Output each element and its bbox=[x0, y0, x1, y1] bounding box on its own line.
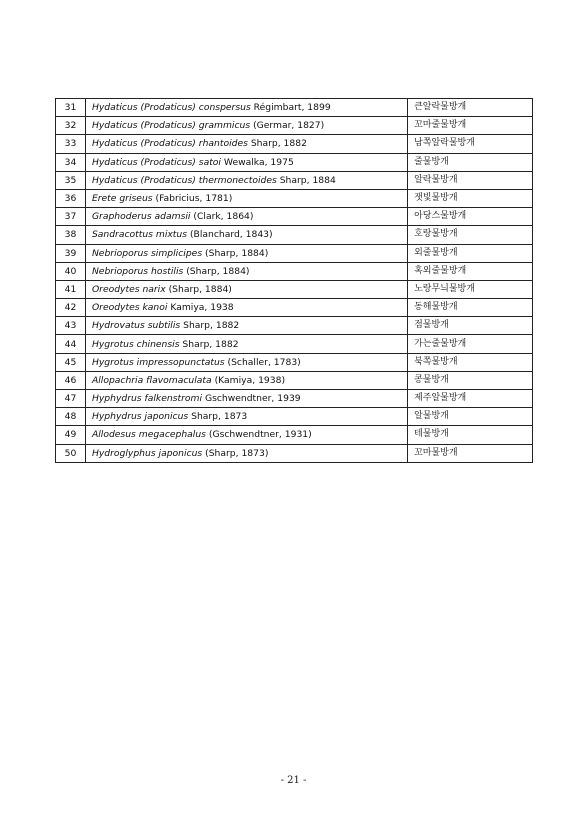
table-row bbox=[56, 99, 533, 117]
row-number: 41 bbox=[56, 280, 86, 298]
korean-name: 남쪽알락물방개 bbox=[408, 135, 533, 153]
scientific-name-cell bbox=[85, 208, 407, 226]
row-number: 33 bbox=[56, 135, 86, 153]
row-number: 40 bbox=[56, 262, 86, 280]
author-citation: (Kamiya, 1938) bbox=[214, 374, 286, 386]
korean-name: 외줄물방개 bbox=[408, 244, 533, 262]
species-table bbox=[55, 98, 533, 463]
korean-name: 테물방개 bbox=[408, 426, 533, 444]
table-row bbox=[56, 444, 533, 462]
scientific-name: Erete griseus bbox=[91, 193, 153, 205]
korean-name: 콩물방개 bbox=[408, 371, 533, 389]
author-citation: (Sharp, 1873) bbox=[205, 447, 269, 459]
scientific-name-cell bbox=[85, 408, 407, 426]
korean-name: 알락물방개 bbox=[408, 171, 533, 189]
author-citation: Sharp, 1873 bbox=[191, 411, 248, 423]
scientific-name: Hydaticus (Prodaticus) rhantoides bbox=[91, 138, 248, 150]
table-row bbox=[56, 153, 533, 171]
author-citation: (Fabricius, 1781) bbox=[155, 193, 233, 205]
author-citation: (Germar, 1827) bbox=[253, 120, 325, 132]
row-number: 46 bbox=[56, 371, 86, 389]
author-citation: (Clark, 1864) bbox=[193, 211, 254, 223]
author-citation: Wewalka, 1975 bbox=[223, 156, 294, 168]
scientific-name-cell bbox=[85, 317, 407, 335]
korean-name: 호랑물방개 bbox=[408, 226, 533, 244]
korean-name: 아당스물방개 bbox=[408, 208, 533, 226]
row-number: 32 bbox=[56, 117, 86, 135]
scientific-name: Allopachria flavomaculata bbox=[91, 374, 212, 386]
table-row bbox=[56, 208, 533, 226]
table-row bbox=[56, 280, 533, 298]
scientific-name: Allodesus megacephalus bbox=[91, 429, 206, 441]
author-citation: Gschwendtner, 1939 bbox=[204, 393, 301, 405]
korean-name: 꼬마물방개 bbox=[408, 444, 533, 462]
scientific-name: Hydaticus (Prodaticus) conspersus bbox=[91, 102, 251, 114]
author-citation: (Sharp, 1884) bbox=[186, 265, 250, 277]
author-citation: (Schaller, 1783) bbox=[227, 356, 301, 368]
table-row bbox=[56, 408, 533, 426]
scientific-name: Oreodytes kanoi bbox=[91, 302, 168, 314]
table-row bbox=[56, 262, 533, 280]
row-number: 50 bbox=[56, 444, 86, 462]
scientific-name-cell bbox=[85, 262, 407, 280]
scientific-name: Hydaticus (Prodaticus) grammicus bbox=[91, 120, 251, 132]
row-number: 45 bbox=[56, 353, 86, 371]
table-row bbox=[56, 171, 533, 189]
scientific-name: Graphoderus adamsii bbox=[91, 211, 191, 223]
row-number: 43 bbox=[56, 317, 86, 335]
korean-name: 동해물방개 bbox=[408, 299, 533, 317]
table-row bbox=[56, 299, 533, 317]
author-citation: Sharp, 1882 bbox=[182, 338, 239, 350]
row-number: 37 bbox=[56, 208, 86, 226]
table-row bbox=[56, 317, 533, 335]
author-citation: (Gschwendtner, 1931) bbox=[208, 429, 312, 441]
table-row bbox=[56, 189, 533, 207]
korean-name: 제주알물방개 bbox=[408, 390, 533, 408]
author-citation: (Sharp, 1884) bbox=[168, 283, 232, 295]
row-number: 39 bbox=[56, 244, 86, 262]
author-citation: Sharp, 1882 bbox=[183, 320, 240, 332]
table-row bbox=[56, 226, 533, 244]
row-number: 31 bbox=[56, 99, 86, 117]
author-citation: Régimbart, 1899 bbox=[253, 102, 331, 114]
scientific-name-cell bbox=[85, 135, 407, 153]
korean-name: 큰알락물방개 bbox=[408, 99, 533, 117]
scientific-name: Hyphydrus falkenstromi bbox=[91, 393, 203, 405]
korean-name: 점물방개 bbox=[408, 317, 533, 335]
scientific-name: Hydaticus (Prodaticus) thermonectoides bbox=[91, 174, 277, 186]
scientific-name: Hygrotus chinensis bbox=[91, 338, 180, 350]
scientific-name: Oreodytes narix bbox=[91, 283, 166, 295]
scientific-name-cell bbox=[85, 299, 407, 317]
table-row bbox=[56, 117, 533, 135]
table-row bbox=[56, 135, 533, 153]
scientific-name-cell bbox=[85, 153, 407, 171]
scientific-name-cell bbox=[85, 371, 407, 389]
species-table-body bbox=[56, 99, 533, 463]
scientific-name: Hydrovatus subtilis bbox=[91, 320, 181, 332]
korean-name: 꼬마줄물방개 bbox=[408, 117, 533, 135]
scientific-name-cell bbox=[85, 117, 407, 135]
scientific-name: Nebrioporus hostilis bbox=[91, 265, 184, 277]
row-number: 47 bbox=[56, 390, 86, 408]
korean-name: 줄물방개 bbox=[408, 153, 533, 171]
author-citation: Sharp, 1884 bbox=[279, 174, 336, 186]
scientific-name-cell bbox=[85, 99, 407, 117]
author-citation: Sharp, 1882 bbox=[250, 138, 307, 150]
scientific-name-cell bbox=[85, 390, 407, 408]
korean-name: 가는줄물방개 bbox=[408, 335, 533, 353]
page-number: - 21 - bbox=[280, 775, 307, 786]
scientific-name: Hydaticus (Prodaticus) satoi bbox=[91, 156, 221, 168]
scientific-name-cell bbox=[85, 189, 407, 207]
row-number: 35 bbox=[56, 171, 86, 189]
row-number: 38 bbox=[56, 226, 86, 244]
table-row bbox=[56, 390, 533, 408]
scientific-name-cell bbox=[85, 226, 407, 244]
row-number: 49 bbox=[56, 426, 86, 444]
row-number: 42 bbox=[56, 299, 86, 317]
row-number: 48 bbox=[56, 408, 86, 426]
scientific-name-cell bbox=[85, 426, 407, 444]
table-row bbox=[56, 335, 533, 353]
korean-name: 잿빛물방개 bbox=[408, 189, 533, 207]
row-number: 44 bbox=[56, 335, 86, 353]
scientific-name: Hyphydrus japonicus bbox=[91, 411, 189, 423]
scientific-name-cell bbox=[85, 244, 407, 262]
korean-name: 알물방개 bbox=[408, 408, 533, 426]
table-row bbox=[56, 353, 533, 371]
author-citation: (Sharp, 1884) bbox=[205, 247, 269, 259]
scientific-name: Sandracottus mixtus bbox=[91, 229, 188, 241]
author-citation: Kamiya, 1938 bbox=[170, 302, 234, 314]
author-citation: (Blanchard, 1843) bbox=[189, 229, 273, 241]
korean-name: 혹외줄물방개 bbox=[408, 262, 533, 280]
scientific-name: Nebrioporus simplicipes bbox=[91, 247, 203, 259]
row-number: 34 bbox=[56, 153, 86, 171]
scientific-name-cell bbox=[85, 444, 407, 462]
scientific-name-cell bbox=[85, 280, 407, 298]
scientific-name-cell bbox=[85, 171, 407, 189]
korean-name: 노랑무늬물방개 bbox=[408, 280, 533, 298]
table-row bbox=[56, 371, 533, 389]
scientific-name-cell bbox=[85, 353, 407, 371]
scientific-name-cell bbox=[85, 335, 407, 353]
table-row bbox=[56, 244, 533, 262]
row-number: 36 bbox=[56, 189, 86, 207]
scientific-name: Hydroglyphus japonicus bbox=[91, 447, 203, 459]
scientific-name: Hygrotus impressopunctatus bbox=[91, 356, 225, 368]
table-row bbox=[56, 426, 533, 444]
korean-name: 북쪽물방개 bbox=[408, 353, 533, 371]
